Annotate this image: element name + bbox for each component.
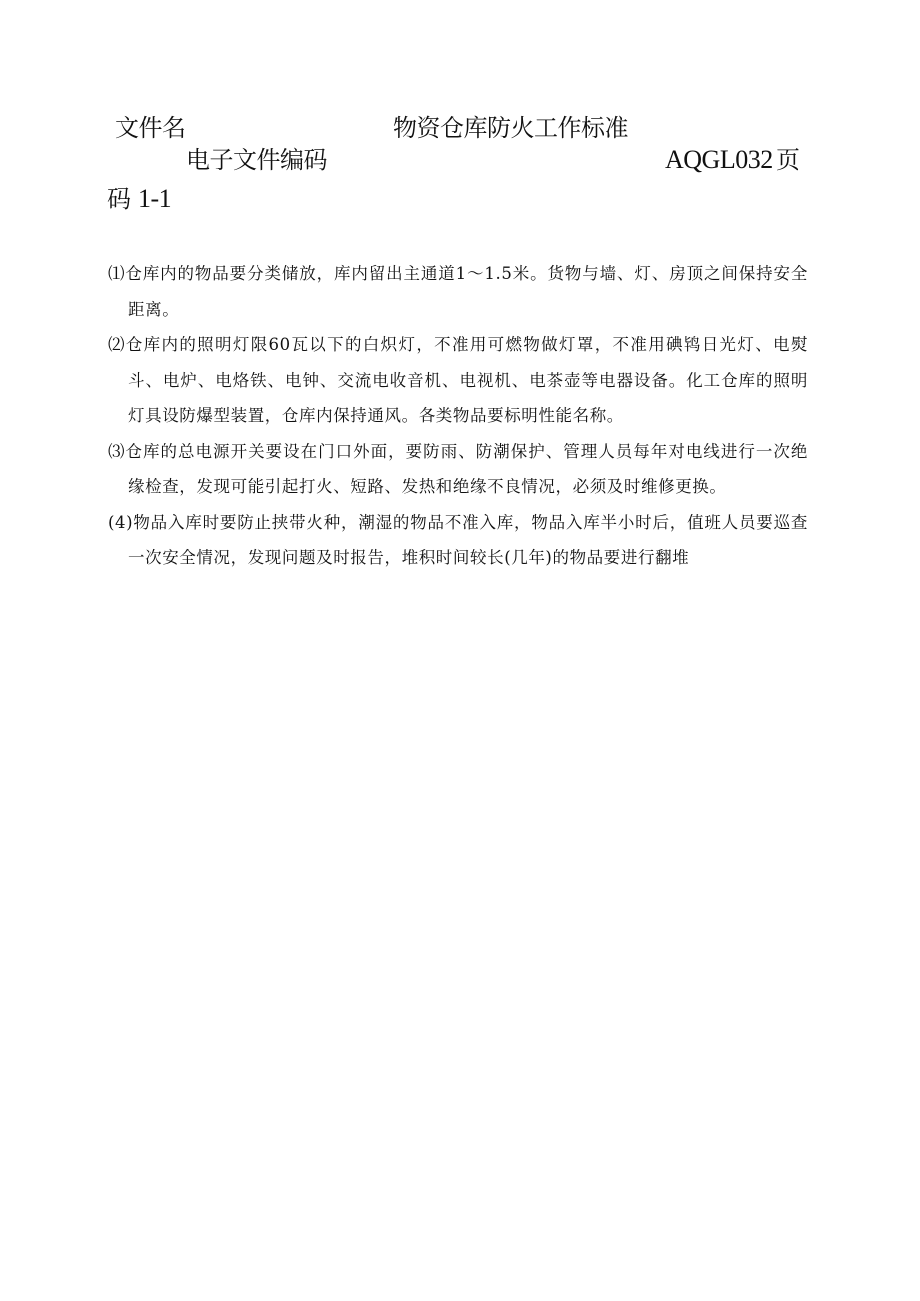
file-name-label: 文件名 (115, 114, 186, 142)
paragraph-4: (4)物品入库时要防止挟带火种，潮湿的物品不准入库，物品入库半小时后，值班人员要巡查一次安全情况，发现问题及时报告，堆积时间较长(几年)的物品要进行翻堆 (108, 512, 808, 567)
code-label: 电子文件编码 (186, 146, 327, 174)
page-number: 1-1 (138, 184, 172, 213)
document-body (108, 256, 808, 576)
paragraph-2: ⑵仓库内的照明灯限60瓦以下的白炽灯，不准用可燃物做灯罩，不准用碘鸨日光灯、电熨斗、电炉、电烙铁、电钟、交流电收音机、电视机、电茶壶等电器设备。化工仓库的照明灯具设防爆型装置，仓库内保持通风。各类物品要标明性能名称。 (108, 335, 808, 425)
page-label-first-char: 页 (776, 146, 800, 174)
code-value: AQGL032 (665, 145, 773, 174)
paragraph-3: ⑶仓库的总电源开关要设在门口外面，要防雨、防潮保护、管理人员每年对电线进行一次绝缘检查，发现可能引起打火、短路、发热和绝缘不良情况，必须及时维修更换。 (108, 441, 808, 496)
file-name-value: 物资仓库防火工作标准 (393, 114, 628, 142)
paragraph-1: ⑴仓库内的物品要分类储放，库内留出主通道1〜1.5米。货物与墙、灯、房顶之间保持安全距离。 (108, 264, 808, 319)
page-label-second-char: 码 (107, 185, 131, 213)
